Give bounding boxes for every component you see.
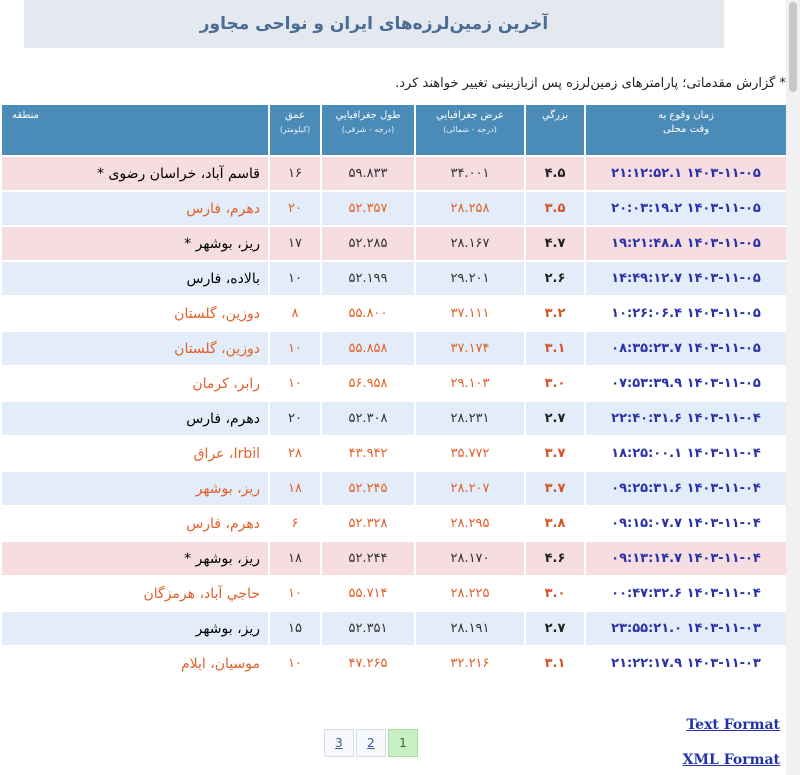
page-title: آخرین زمین‌لرزه‌های ایران و نواحی مجاور xyxy=(199,14,549,34)
header-region-label: منطقه xyxy=(12,110,39,121)
cell-magnitude: ۴.۵ xyxy=(526,157,584,190)
cell-time: ۱۴۰۳-۱۱-۰۳ ۲۳:۵۵:۲۱.۰ xyxy=(586,612,786,645)
earthquake-table xyxy=(0,103,788,682)
header-latitude xyxy=(416,105,524,155)
header-latitude-unit: (درجه - شمالی) xyxy=(443,125,497,134)
xml-format-link[interactable]: XML Format xyxy=(682,752,780,768)
table-row xyxy=(2,227,786,260)
cell-depth: ۱۰ xyxy=(270,332,320,365)
cell-depth: ۲۰ xyxy=(270,402,320,435)
cell-magnitude: ۲.۷ xyxy=(526,402,584,435)
cell-latitude: ۲۸.۱۷۰ xyxy=(416,542,524,575)
table-row xyxy=(2,402,786,435)
cell-time: ۱۴۰۳-۱۱-۰۳ ۲۱:۲۲:۱۷.۹ xyxy=(586,647,786,680)
cell-magnitude: ۳.۰ xyxy=(526,367,584,400)
cell-time: ۱۴۰۳-۱۱-۰۴ ۰۹:۲۵:۳۱.۶ xyxy=(586,472,786,505)
table-row xyxy=(2,262,786,295)
table-row xyxy=(2,367,786,400)
cell-region: ریز، بوشهر xyxy=(2,472,268,505)
cell-latitude: ۲۹.۲۰۱ xyxy=(416,262,524,295)
cell-time: ۱۴۰۳-۱۱-۰۵ ۱۹:۲۱:۴۸.۸ xyxy=(586,227,786,260)
cell-longitude: ۵۲.۲۴۵ xyxy=(322,472,414,505)
cell-time: ۱۴۰۳-۱۱-۰۵ ۲۰:۰۳:۱۹.۲ xyxy=(586,192,786,225)
cell-longitude: ۵۵.۸۰۰ xyxy=(322,297,414,330)
header-longitude xyxy=(322,105,414,155)
cell-longitude: ۵۲.۳۲۸ xyxy=(322,507,414,540)
table-row xyxy=(2,472,786,505)
table-row xyxy=(2,332,786,365)
cell-depth: ۱۵ xyxy=(270,612,320,645)
cell-time: ۱۴۰۳-۱۱-۰۴ ۱۸:۲۵:۰۰.۱ xyxy=(586,437,786,470)
cell-latitude: ۲۸.۲۹۵ xyxy=(416,507,524,540)
cell-longitude: ۴۳.۹۴۲ xyxy=(322,437,414,470)
cell-latitude: ۲۹.۱۰۳ xyxy=(416,367,524,400)
cell-region: دهرم، فارس xyxy=(2,402,268,435)
cell-longitude: ۵۲.۲۴۴ xyxy=(322,542,414,575)
cell-time: ۱۴۰۳-۱۱-۰۴ ۰۹:۱۵:۰۷.۷ xyxy=(586,507,786,540)
table-row xyxy=(2,577,786,610)
cell-time: ۱۴۰۳-۱۱-۰۵ ۲۱:۱۲:۵۲.۱ xyxy=(586,157,786,190)
cell-latitude: ۳۵.۷۷۲ xyxy=(416,437,524,470)
vertical-scrollbar[interactable] xyxy=(786,0,800,775)
cell-magnitude: ۳.۰ xyxy=(526,577,584,610)
table-row xyxy=(2,297,786,330)
cell-magnitude: ۲.۷ xyxy=(526,612,584,645)
header-depth xyxy=(270,105,320,155)
cell-region: قاسم آباد، خراسان رضوی * xyxy=(2,157,268,190)
cell-latitude: ۲۸.۱۶۷ xyxy=(416,227,524,260)
header-longitude-unit: (درجه - شرقی) xyxy=(341,125,395,134)
cell-depth: ۲۸ xyxy=(270,437,320,470)
cell-latitude: ۳۷.۱۱۱ xyxy=(416,297,524,330)
cell-longitude: ۵۲.۳۵۱ xyxy=(322,612,414,645)
cell-depth: ۸ xyxy=(270,297,320,330)
cell-time: ۱۴۰۳-۱۱-۰۵ ۱۴:۴۹:۱۲.۷ xyxy=(586,262,786,295)
cell-depth: ۲۰ xyxy=(270,192,320,225)
cell-depth: ۱۶ xyxy=(270,157,320,190)
cell-magnitude: ۳.۸ xyxy=(526,507,584,540)
header-time-line2: وقت محلی xyxy=(662,124,710,135)
cell-depth: ۶ xyxy=(270,507,320,540)
cell-longitude: ۵۶.۹۵۸ xyxy=(322,367,414,400)
header-depth-label: عمق xyxy=(284,110,306,121)
cell-depth: ۱۰ xyxy=(270,367,320,400)
cell-depth: ۱۰ xyxy=(270,262,320,295)
cell-latitude: ۳۷.۱۷۴ xyxy=(416,332,524,365)
pagination xyxy=(324,729,418,757)
cell-depth: ۱۰ xyxy=(270,647,320,680)
header-magnitude: بزرگي xyxy=(526,105,584,155)
cell-magnitude: ۳.۵ xyxy=(526,192,584,225)
cell-magnitude: ۳.۷ xyxy=(526,472,584,505)
cell-magnitude: ۴.۶ xyxy=(526,542,584,575)
cell-region: بالاده، فارس xyxy=(2,262,268,295)
preliminary-note: * گزارش مقدماتی؛ پارامترهای زمین‌لرزه پس ازبازبینی تغییر خواهند کرد. xyxy=(395,76,786,91)
cell-longitude: ۵۲.۳۵۷ xyxy=(322,192,414,225)
cell-magnitude: ۳.۷ xyxy=(526,437,584,470)
page-link-2[interactable]: 2 xyxy=(356,729,386,757)
cell-region: دهرم، فارس xyxy=(2,192,268,225)
header-latitude-label: عرض جغرافيایي xyxy=(435,110,505,121)
cell-latitude: ۲۸.۱۹۱ xyxy=(416,612,524,645)
table-row xyxy=(2,612,786,645)
table-row xyxy=(2,157,786,190)
cell-region: موسیان، ایلام xyxy=(2,647,268,680)
cell-region: ریز، بوشهر * xyxy=(2,542,268,575)
cell-depth: ۱۷ xyxy=(270,227,320,260)
cell-magnitude: ۳.۱ xyxy=(526,647,584,680)
cell-time: ۱۴۰۳-۱۱-۰۴ ۲۲:۴۰:۳۱.۶ xyxy=(586,402,786,435)
cell-region: دهرم، فارس xyxy=(2,507,268,540)
cell-time: ۱۴۰۳-۱۱-۰۵ ۱۰:۲۶:۰۶.۴ xyxy=(586,297,786,330)
table-row xyxy=(2,507,786,540)
cell-region: حاجي آباد، هرمزگان xyxy=(2,577,268,610)
cell-region: ریز، بوشهر xyxy=(2,612,268,645)
cell-latitude: ۳۴.۰۰۱ xyxy=(416,157,524,190)
cell-latitude: ۲۸.۲۳۱ xyxy=(416,402,524,435)
page-link-3[interactable]: 3 xyxy=(324,729,354,757)
cell-time: ۱۴۰۳-۱۱-۰۵ ۰۸:۳۵:۲۳.۷ xyxy=(586,332,786,365)
cell-magnitude: ۳.۲ xyxy=(526,297,584,330)
cell-region: Irbil، عراق xyxy=(2,437,268,470)
cell-region: ریز، بوشهر * xyxy=(2,227,268,260)
cell-longitude: ۵۲.۲۸۵ xyxy=(322,227,414,260)
header-longitude-label: طول جغرافيایي xyxy=(335,110,401,121)
cell-magnitude: ۳.۱ xyxy=(526,332,584,365)
table-row xyxy=(2,647,786,680)
cell-magnitude: ۴.۷ xyxy=(526,227,584,260)
cell-latitude: ۲۸.۲۰۷ xyxy=(416,472,524,505)
header-depth-unit: (کیلومتر) xyxy=(279,125,311,134)
text-format-link[interactable]: Text Format xyxy=(686,717,780,733)
cell-time: ۱۴۰۳-۱۱-۰۵ ۰۷:۵۳:۳۹.۹ xyxy=(586,367,786,400)
page-header xyxy=(24,0,724,48)
cell-longitude: ۵۵.۷۱۴ xyxy=(322,577,414,610)
cell-magnitude: ۲.۶ xyxy=(526,262,584,295)
cell-region: دوزین، گلستان xyxy=(2,332,268,365)
cell-region: رابر، کرمان xyxy=(2,367,268,400)
table-row xyxy=(2,542,786,575)
cell-time: ۱۴۰۳-۱۱-۰۴ ۰۹:۱۳:۱۴.۷ xyxy=(586,542,786,575)
header-time-line1: زمان وقوع به xyxy=(658,110,714,121)
table-header-row xyxy=(2,105,786,155)
cell-time: ۱۴۰۳-۱۱-۰۴ ۰۰:۴۷:۳۲.۶ xyxy=(586,577,786,610)
cell-depth: ۱۸ xyxy=(270,472,320,505)
header-time xyxy=(586,105,786,155)
cell-region: دوزین، گلستان xyxy=(2,297,268,330)
cell-depth: ۱۸ xyxy=(270,542,320,575)
cell-depth: ۱۰ xyxy=(270,577,320,610)
cell-longitude: ۵۵.۸۵۸ xyxy=(322,332,414,365)
cell-longitude: ۴۷.۲۶۵ xyxy=(322,647,414,680)
cell-latitude: ۳۲.۲۱۶ xyxy=(416,647,524,680)
table-row xyxy=(2,192,786,225)
scrollbar-thumb[interactable] xyxy=(789,2,797,92)
table-row xyxy=(2,437,786,470)
header-region xyxy=(2,105,268,155)
page-link-1[interactable]: 1 xyxy=(388,729,418,757)
cell-latitude: ۲۸.۲۵۸ xyxy=(416,192,524,225)
cell-longitude: ۵۲.۳۰۸ xyxy=(322,402,414,435)
cell-longitude: ۵۲.۱۹۹ xyxy=(322,262,414,295)
cell-longitude: ۵۹.۸۳۳ xyxy=(322,157,414,190)
cell-latitude: ۲۸.۲۲۵ xyxy=(416,577,524,610)
